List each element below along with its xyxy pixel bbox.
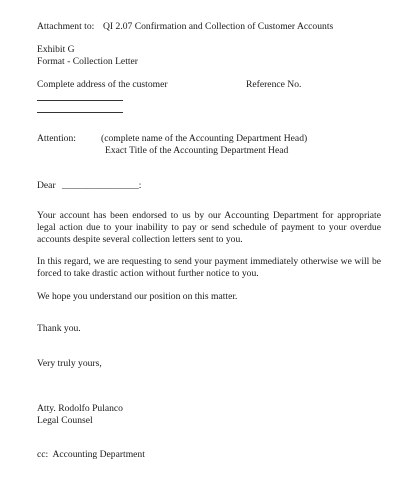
attention-line-2: Exact Title of the Accounting Department Head bbox=[105, 145, 289, 156]
body-paragraph-3: We hope you understand our position on this matter. bbox=[37, 291, 238, 302]
body-paragraph-2: In this regard, we are requesting to send your payment immediately otherwise we will be forced to take drastic action without further notice to you. bbox=[37, 256, 381, 279]
cc-line: cc: Accounting Department bbox=[37, 449, 145, 460]
attachment-value: QI 2.07 Confirmation and Collection of Customer Accounts bbox=[103, 21, 334, 32]
attachment-label: Attachment to: bbox=[37, 21, 95, 32]
format-label: Format - Collection Letter bbox=[37, 56, 138, 67]
valediction: Very truly yours, bbox=[37, 358, 102, 369]
thank-you: Thank you. bbox=[37, 323, 81, 334]
salutation: Dear bbox=[37, 180, 56, 191]
attention-label: Attention: bbox=[37, 133, 76, 144]
signer-title: Legal Counsel bbox=[37, 415, 93, 426]
reference-no-label: Reference No. bbox=[246, 79, 302, 90]
body-paragraph-1: Your account has been endorsed to us by our Accounting Department for appropriate legal action due to your inability to pay or send schedule of payment to your overdue accounts despite several collection letters sent to you. bbox=[37, 210, 381, 245]
exhibit-label: Exhibit G bbox=[37, 44, 75, 55]
salutation-blank: ________________: bbox=[62, 180, 142, 191]
attention-line-1: (complete name of the Accounting Department Head) bbox=[101, 133, 308, 144]
address-blank-line-1 bbox=[37, 100, 123, 101]
address-blank-line-2 bbox=[37, 112, 123, 113]
signer-name: Atty. Rodolfo Pulanco bbox=[37, 403, 123, 414]
customer-address-label: Complete address of the customer bbox=[37, 79, 168, 90]
